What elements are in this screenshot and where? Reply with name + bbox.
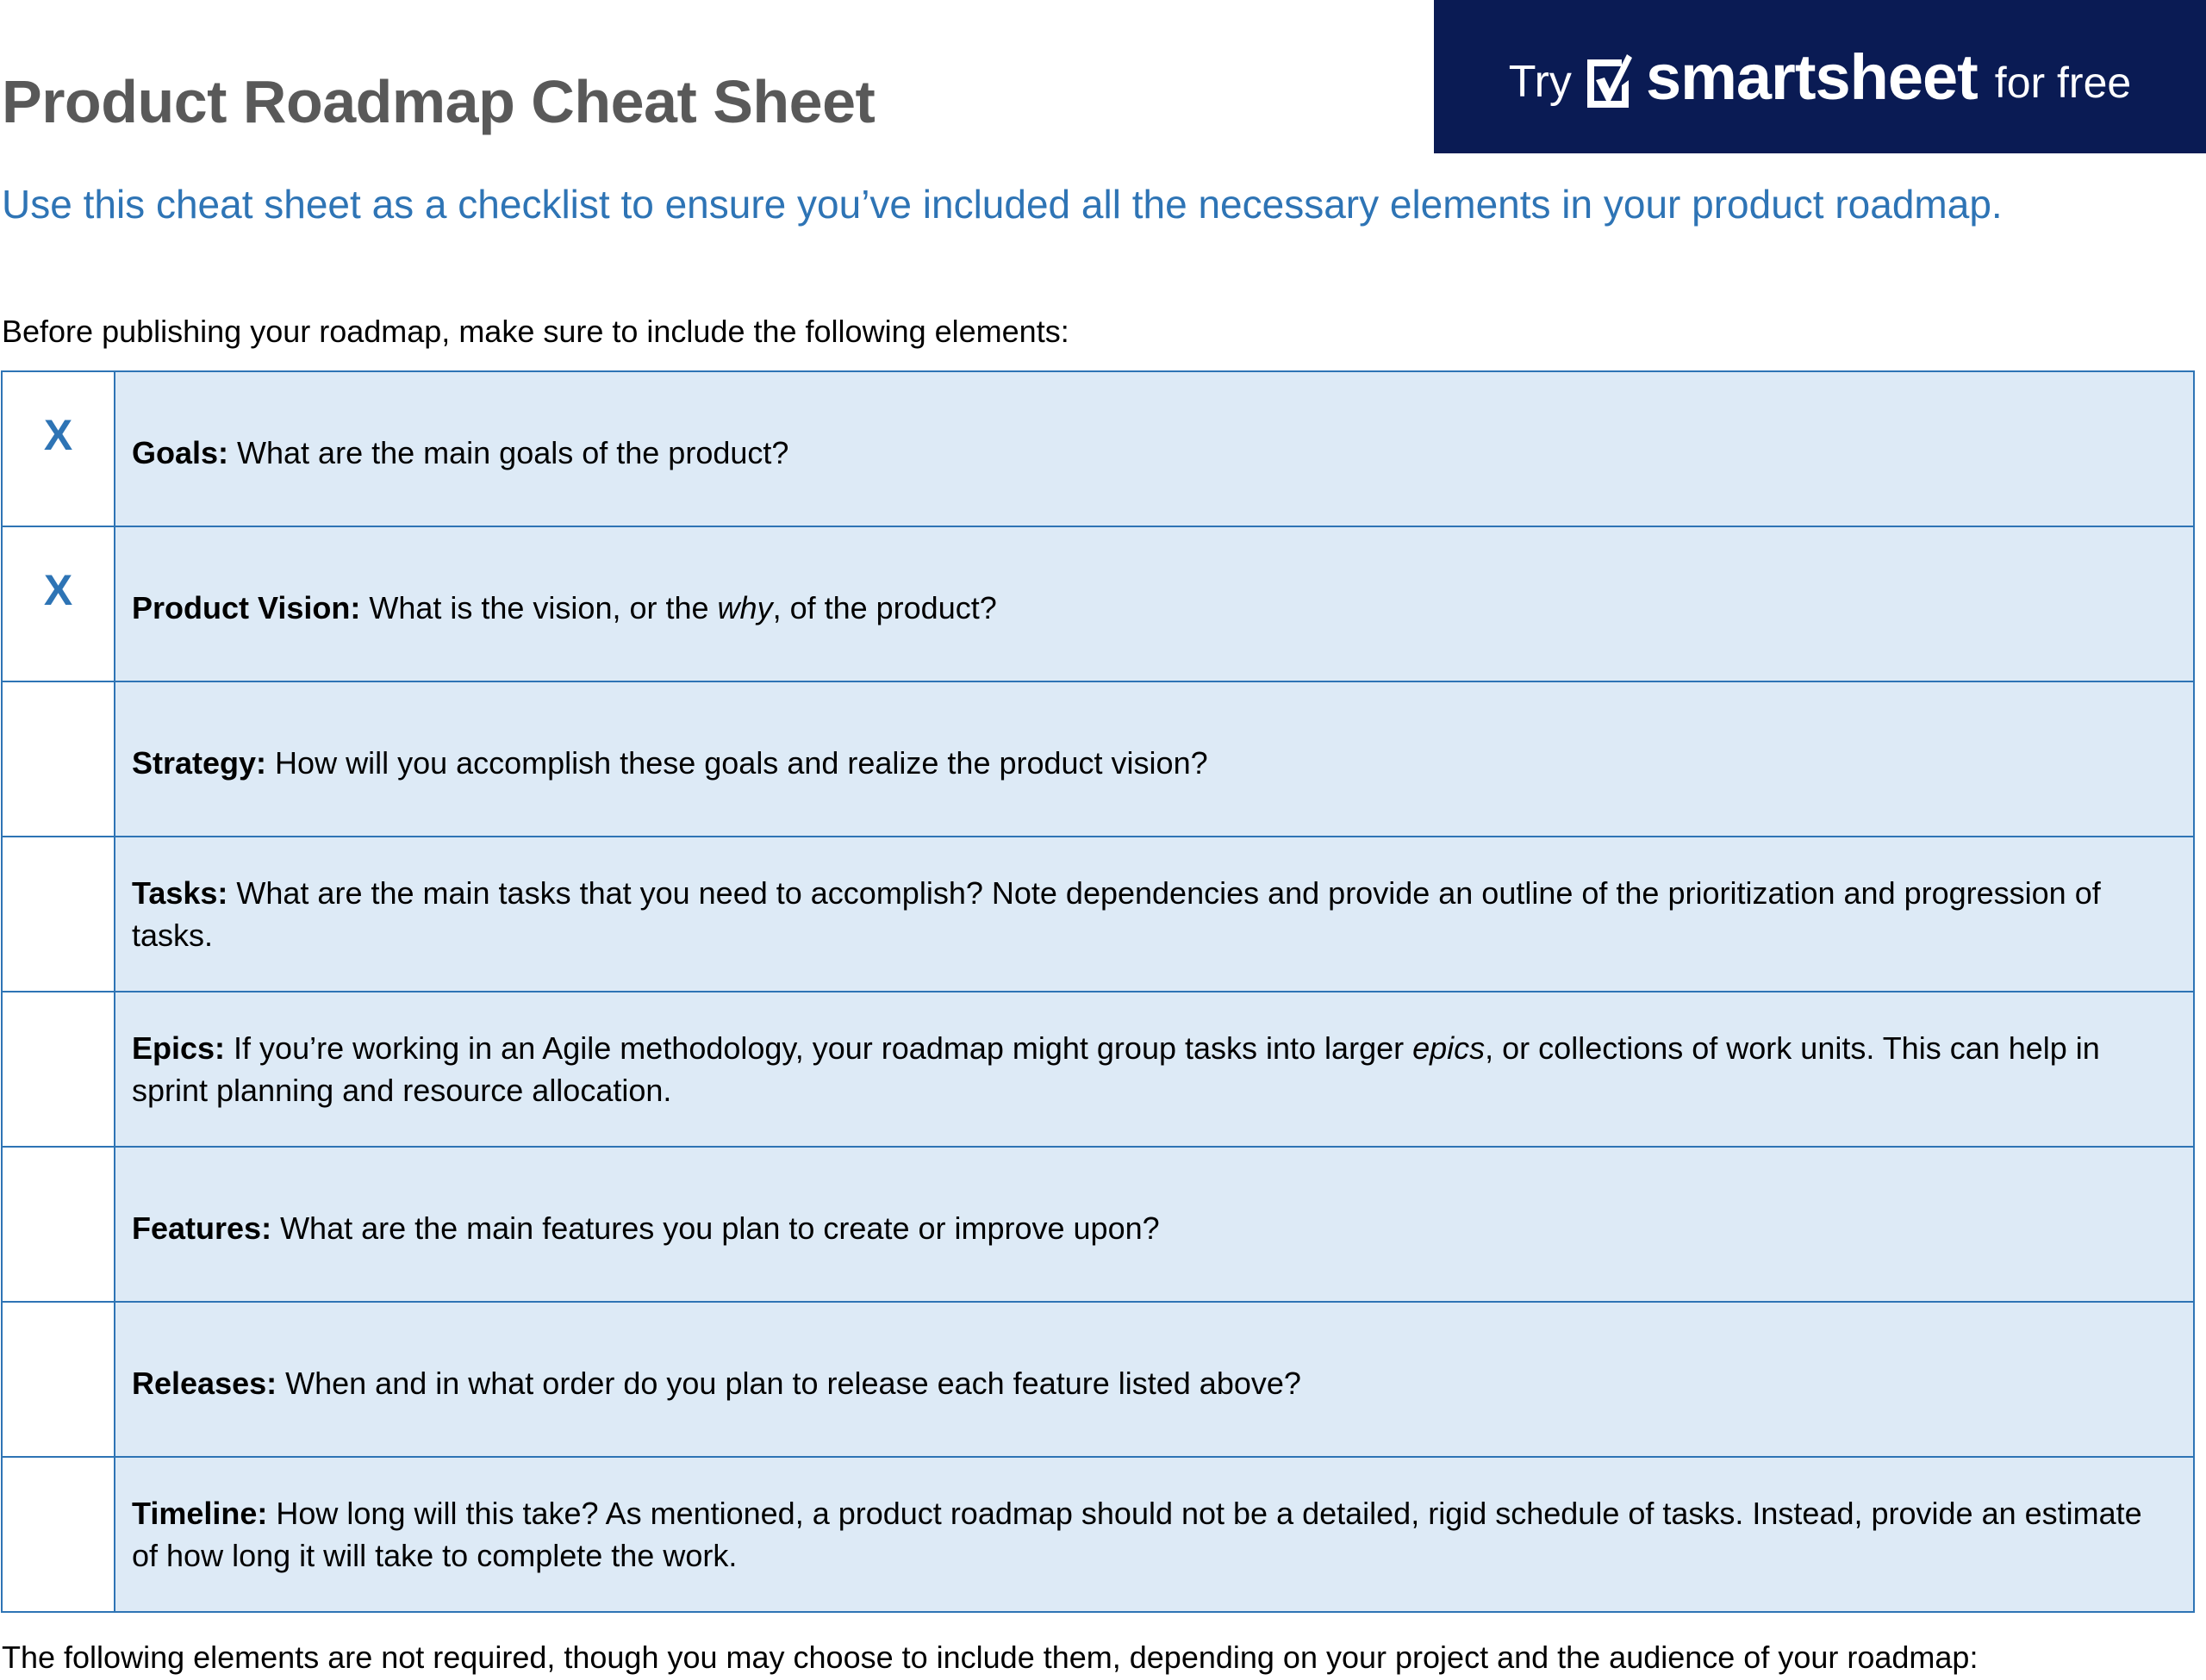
item-text-after: , or collections of work units. This can help in sprint planning and resource allocation.: [132, 1030, 2100, 1108]
check-cell[interactable]: [2, 1147, 115, 1302]
check-cell[interactable]: [2, 1302, 115, 1457]
item-description: [115, 526, 2194, 681]
checklist-row-timeline: [2, 1457, 2194, 1612]
item-label: Product Vision:: [132, 589, 361, 625]
checklist-row-strategy: [2, 681, 2194, 837]
page-title: Product Roadmap Cheat Sheet: [2, 68, 876, 135]
checklist-row-product-vision: [2, 526, 2194, 681]
item-text: What are the main tasks that you need to accomplish? Note dependencies and provide an outline of the prioritization and progression of tasks.: [132, 875, 2101, 953]
checklist-row-tasks: [2, 837, 2194, 992]
item-text: How long will this take? As mentioned, a product roadmap should not be a detailed, rigid schedule of tasks. Instead, provide an estimate of how long it will take to complete the work.: [132, 1496, 2142, 1573]
item-label: Timeline:: [132, 1496, 268, 1531]
check-mark: [3, 992, 114, 1034]
checklist-row-features: [2, 1147, 2194, 1302]
smartsheet-banner[interactable]: [1434, 0, 2206, 153]
item-text-after: , of the product?: [772, 589, 997, 625]
item-description: [115, 681, 2194, 837]
item-emphasis: epics: [1412, 1030, 1486, 1066]
intro-text: Before publishing your roadmap, make sure to include the following elements:: [2, 314, 1069, 349]
checklist-row-releases: [2, 1302, 2194, 1457]
banner-brand-label: smartsheet: [1645, 40, 1978, 113]
checklist-table: [1, 370, 2195, 1613]
check-cell[interactable]: [2, 992, 115, 1147]
check-mark: [3, 1148, 114, 1189]
check-cell[interactable]: [2, 837, 115, 992]
check-cell[interactable]: [2, 1457, 115, 1612]
item-text: If you’re working in an Agile methodology, your roadmap might group tasks into larger: [225, 1030, 1413, 1066]
item-description: [115, 992, 2194, 1147]
check-mark: [3, 837, 114, 879]
item-text: What are the main features you plan to create or improve upon?: [271, 1210, 1160, 1246]
page-subtitle: Use this cheat sheet as a checklist to ensure you’ve included all the necessary elements in your product roadmap.: [2, 182, 2003, 227]
item-description: [115, 371, 2194, 526]
checkmark-logo-icon: [1587, 54, 1632, 108]
banner-free-label: for free: [1994, 59, 2132, 107]
check-cell[interactable]: [2, 681, 115, 837]
item-text: When and in what order do you plan to release each feature listed above?: [277, 1365, 1301, 1401]
item-description: [115, 837, 2194, 992]
check-mark: X: [43, 411, 73, 459]
checklist-row-epics: [2, 992, 2194, 1147]
item-description: [115, 1302, 2194, 1457]
item-text: How will you accomplish these goals and realize the product vision?: [266, 744, 1208, 781]
banner-try-label: Try: [1508, 57, 1572, 107]
item-label: Epics:: [132, 1030, 226, 1066]
item-text: What is the vision, or the: [360, 589, 718, 625]
item-text: What are the main goals of the product?: [228, 434, 789, 470]
check-mark: [3, 1303, 114, 1344]
check-mark: [3, 682, 114, 724]
check-cell[interactable]: [2, 526, 115, 681]
check-mark: X: [43, 566, 73, 614]
item-label: Releases:: [132, 1365, 277, 1401]
check-mark: [3, 1458, 114, 1499]
item-label: Strategy:: [132, 744, 267, 781]
item-description: [115, 1457, 2194, 1612]
item-label: Goals:: [132, 434, 229, 470]
checklist-row-goals: [2, 371, 2194, 526]
item-description: [115, 1147, 2194, 1302]
item-label: Tasks:: [132, 875, 228, 911]
optional-elements-intro: The following elements are not required, though you may choose to include them, depending on your project and the audience of your roadmap:: [2, 1640, 1979, 1675]
check-cell[interactable]: [2, 371, 115, 526]
item-emphasis: why: [717, 589, 773, 625]
item-label: Features:: [132, 1210, 272, 1246]
